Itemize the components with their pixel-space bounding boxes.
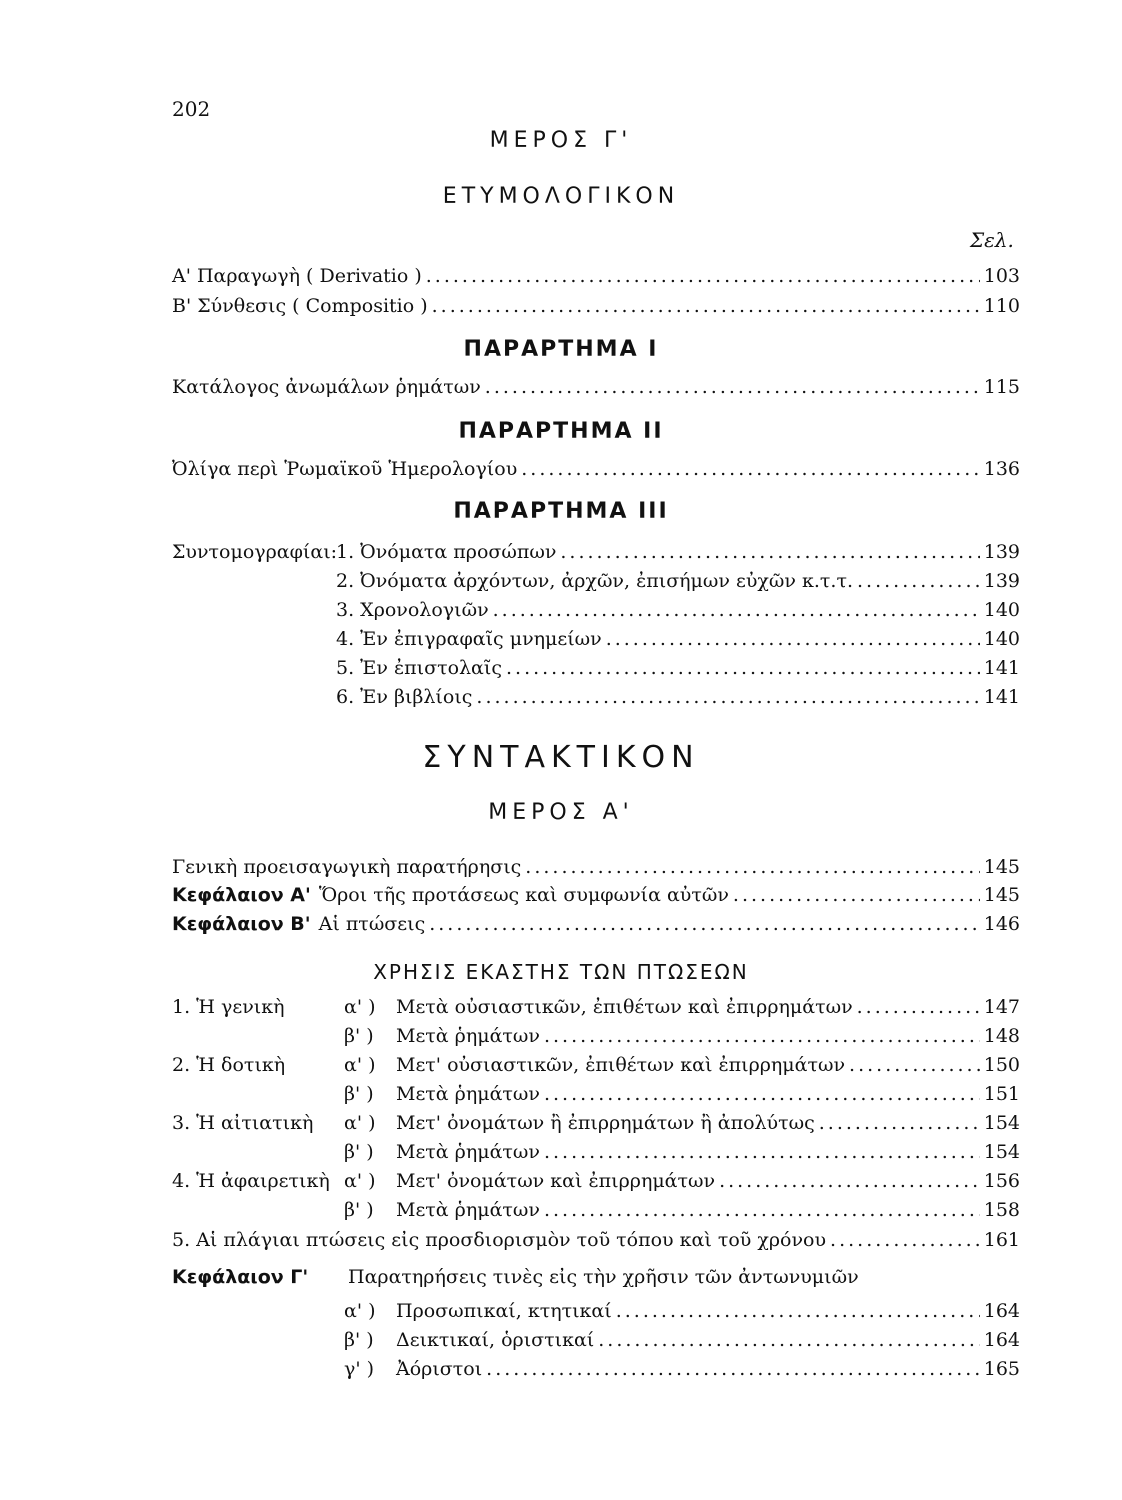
- chapter-label: Κεφάλαιον Α': [172, 884, 311, 906]
- entry-page: 164: [983, 1329, 1020, 1351]
- part-a-title: ΜΕΡΟΣ Α': [488, 800, 634, 825]
- entry-label: Μετὰ οὐσιαστικῶν, ἐπιθέτων καὶ ἐπιρρημάτων: [396, 996, 853, 1018]
- case-sub: α' ): [344, 1054, 376, 1076]
- entry-label: Μετ' ὀνομάτων ἢ ἐπιρρημάτων ἢ ἀπολύτως: [396, 1112, 815, 1134]
- entry-page: 103: [983, 265, 1020, 287]
- entry-page: 146: [983, 913, 1020, 935]
- entry-label: 1. Ὀνόματα προσώπων: [336, 541, 557, 563]
- entry-label: Μετὰ ῥημάτων: [396, 1083, 540, 1105]
- case-label: 2. Ἡ δοτικὴ: [172, 1054, 286, 1076]
- case-label: 3. Ἡ αἰτιατικὴ: [172, 1112, 314, 1134]
- syntaktikon-title: ΣΥΝΤΑΚΤΙΚΟΝ: [422, 740, 700, 775]
- dot-leader: [857, 996, 980, 1018]
- entry-page: 151: [983, 1083, 1020, 1105]
- toc-entry: [336, 686, 1020, 716]
- dot-leader: [544, 1199, 980, 1221]
- dot-leader: [719, 1170, 980, 1192]
- entry-page: 154: [983, 1112, 1020, 1134]
- case-sub: α' ): [344, 1112, 376, 1134]
- case-row: [172, 1199, 1020, 1229]
- toc-entry: [172, 884, 1020, 914]
- dot-leader: [616, 1300, 980, 1322]
- case-sub: α' ): [344, 996, 376, 1018]
- entry-label: Γενικὴ προεισαγωγικὴ παρατήρησις: [172, 856, 522, 878]
- toc-entry: [172, 913, 1020, 943]
- entry-label: Ὀλίγα περὶ Ῥωμαϊκοῦ Ἡμερολογίου: [172, 458, 518, 480]
- entry-page: 110: [983, 295, 1020, 317]
- part-c-title: ΜΕΡΟΣ Γ': [489, 128, 633, 153]
- entry-label: Μετ' οὐσιαστικῶν, ἐπιθέτων καὶ ἐπιρρημάτων: [396, 1054, 846, 1076]
- page-number: 202: [172, 97, 211, 121]
- abbreviations-label: Συντομογραφίαι:: [172, 541, 338, 563]
- dot-leader: [426, 265, 980, 287]
- entry-page: 148: [983, 1025, 1020, 1047]
- entry-page: 141: [983, 657, 1020, 679]
- entry-page: 158: [983, 1199, 1020, 1221]
- dot-leader: [485, 376, 980, 398]
- dot-leader: [849, 1054, 980, 1076]
- page-column-label: Σελ.: [970, 228, 1014, 252]
- dot-leader: [493, 599, 980, 621]
- case-sub: β' ): [344, 1083, 374, 1105]
- cases-heading: ΧΡΗΣΙΣ ΕΚΑΣΤΗΣ ΤΩΝ ΠΤΩΣΕΩΝ: [373, 960, 749, 984]
- entry-page: 139: [983, 570, 1020, 592]
- entry-label: Μετὰ ῥημάτων: [396, 1141, 540, 1163]
- case-label: 1. Ἡ γενικὴ: [172, 996, 285, 1018]
- pronoun-row: [344, 1300, 1020, 1330]
- appendix-2-title: ΠΑΡΑΡΤΗΜΑ ΙΙ: [458, 419, 664, 444]
- dot-leader: [606, 628, 980, 650]
- case-row: [172, 1083, 1020, 1113]
- case-row: [172, 1025, 1020, 1055]
- case-sub: β' ): [344, 1199, 374, 1221]
- dot-leader: [857, 570, 980, 592]
- case-sub: β' ): [344, 1141, 374, 1163]
- dot-leader: [544, 1141, 980, 1163]
- dot-leader: [429, 913, 980, 935]
- case-sub: β' ): [344, 1025, 374, 1047]
- entry-page: 147: [983, 996, 1020, 1018]
- dot-leader: [544, 1083, 980, 1105]
- case-row: [172, 1054, 1020, 1084]
- toc-entry: [172, 1229, 1020, 1259]
- entry-label: 6. Ἐν βιβλίοις: [336, 686, 473, 708]
- etymologikon-title: ΕΤΥΜΟΛΟΓΙΚΟΝ: [442, 184, 680, 209]
- entry-page: 150: [983, 1054, 1020, 1076]
- entry-label: 5. Αἱ πλάγιαι πτώσεις εἰς προσδιορισμὸν τοῦ τόπου καὶ τοῦ χρόνου: [172, 1229, 827, 1251]
- dot-leader: [521, 458, 979, 480]
- entry-label: 3. Χρονολογιῶν: [336, 599, 489, 621]
- entry-page: 115: [983, 376, 1020, 398]
- case-row: [172, 996, 1020, 1026]
- toc-entry: [336, 628, 1020, 658]
- appendix-3-title: ΠΑΡΑΡΤΗΜΑ ΙΙΙ: [453, 499, 669, 524]
- entry-page: 145: [983, 856, 1020, 878]
- toc-entry: [172, 458, 1020, 488]
- case-row: [172, 1112, 1020, 1142]
- entry-page: 164: [983, 1300, 1020, 1322]
- entry-label: Κατάλογος ἀνωμάλων ῥημάτων: [172, 376, 481, 398]
- case-row: [172, 1170, 1020, 1200]
- toc-entry: [336, 657, 1020, 687]
- case-sub: β' ): [344, 1329, 374, 1351]
- entry-label: Μετὰ ῥημάτων: [396, 1199, 540, 1221]
- toc-entry: [172, 376, 1020, 406]
- chapter-c-row: [172, 1266, 1020, 1296]
- entry-page: 141: [983, 686, 1020, 708]
- case-label: 4. Ἡ ἀφαιρετικὴ: [172, 1170, 330, 1192]
- entry-label: Δεικτικαί, ὁριστικαί: [396, 1329, 595, 1351]
- dot-leader: [476, 686, 979, 708]
- entry-page: 156: [983, 1170, 1020, 1192]
- dot-leader: [506, 657, 980, 679]
- case-sub: γ' ): [344, 1358, 375, 1380]
- dot-leader: [432, 295, 980, 317]
- entry-page: 145: [983, 884, 1020, 906]
- entry-label: Μετὰ ῥημάτων: [396, 1025, 540, 1047]
- entry-page: 154: [983, 1141, 1020, 1163]
- dot-leader: [560, 541, 979, 563]
- entry-label: Α' Παραγωγὴ ( Derivatio ): [172, 265, 422, 287]
- dot-leader: [544, 1025, 980, 1047]
- entry-label: Β' Σύνθεσις ( Compositio ): [172, 295, 428, 317]
- entry-label: Προσωπικαί, κτητικαί: [396, 1300, 612, 1322]
- entry-page: 165: [983, 1358, 1020, 1380]
- dot-leader: [598, 1329, 980, 1351]
- pronoun-row: [344, 1358, 1020, 1388]
- entry-page: 139: [983, 541, 1020, 563]
- toc-entry: [336, 570, 1020, 600]
- case-row: [172, 1141, 1020, 1171]
- dot-leader: [733, 884, 980, 906]
- entry-label: Μετ' ὀνομάτων καὶ ἐπιρρημάτων: [396, 1170, 716, 1192]
- entry-label: Αἱ πτώσεις: [318, 913, 426, 935]
- appendix-1-title: ΠΑΡΑΡΤΗΜΑ Ι: [463, 337, 659, 362]
- entry-page: 140: [983, 628, 1020, 650]
- dot-leader: [525, 856, 979, 878]
- case-sub: α' ): [344, 1170, 376, 1192]
- entry-label: 4. Ἐν ἐπιγραφαῖς μνημείων: [336, 628, 602, 650]
- entry-label: 2. Ὀνόματα ἀρχόντων, ἀρχῶν, ἐπισήμων εὐχῶν κ.τ.τ.: [336, 570, 853, 592]
- entry-label: Παρατηρήσεις τινὲς εἰς τὴν χρῆσιν τῶν ἀντωνυμιῶν: [348, 1266, 859, 1288]
- pronoun-row: [344, 1329, 1020, 1359]
- case-sub: α' ): [344, 1300, 376, 1322]
- toc-entry: [336, 541, 1020, 571]
- dot-leader: [830, 1229, 980, 1251]
- toc-entry: [172, 856, 1020, 886]
- entry-label: Ὅροι τῆς προτάσεως καὶ συμφωνία αὐτῶν: [318, 884, 729, 906]
- entry-label: 5. Ἐν ἐπιστολαῖς: [336, 657, 502, 679]
- dot-leader: [819, 1112, 980, 1134]
- toc-entry: [172, 265, 1020, 295]
- toc-entry: [172, 295, 1020, 325]
- toc-entry: [336, 599, 1020, 629]
- entry-label: Ἀόριστοι: [396, 1358, 483, 1380]
- chapter-label: Κεφάλαιον Β': [172, 913, 311, 935]
- entry-page: 136: [983, 458, 1020, 480]
- chapter-label: Κεφάλαιον Γ': [172, 1266, 309, 1288]
- entry-page: 161: [983, 1229, 1020, 1251]
- entry-page: 140: [983, 599, 1020, 621]
- dot-leader: [486, 1358, 980, 1380]
